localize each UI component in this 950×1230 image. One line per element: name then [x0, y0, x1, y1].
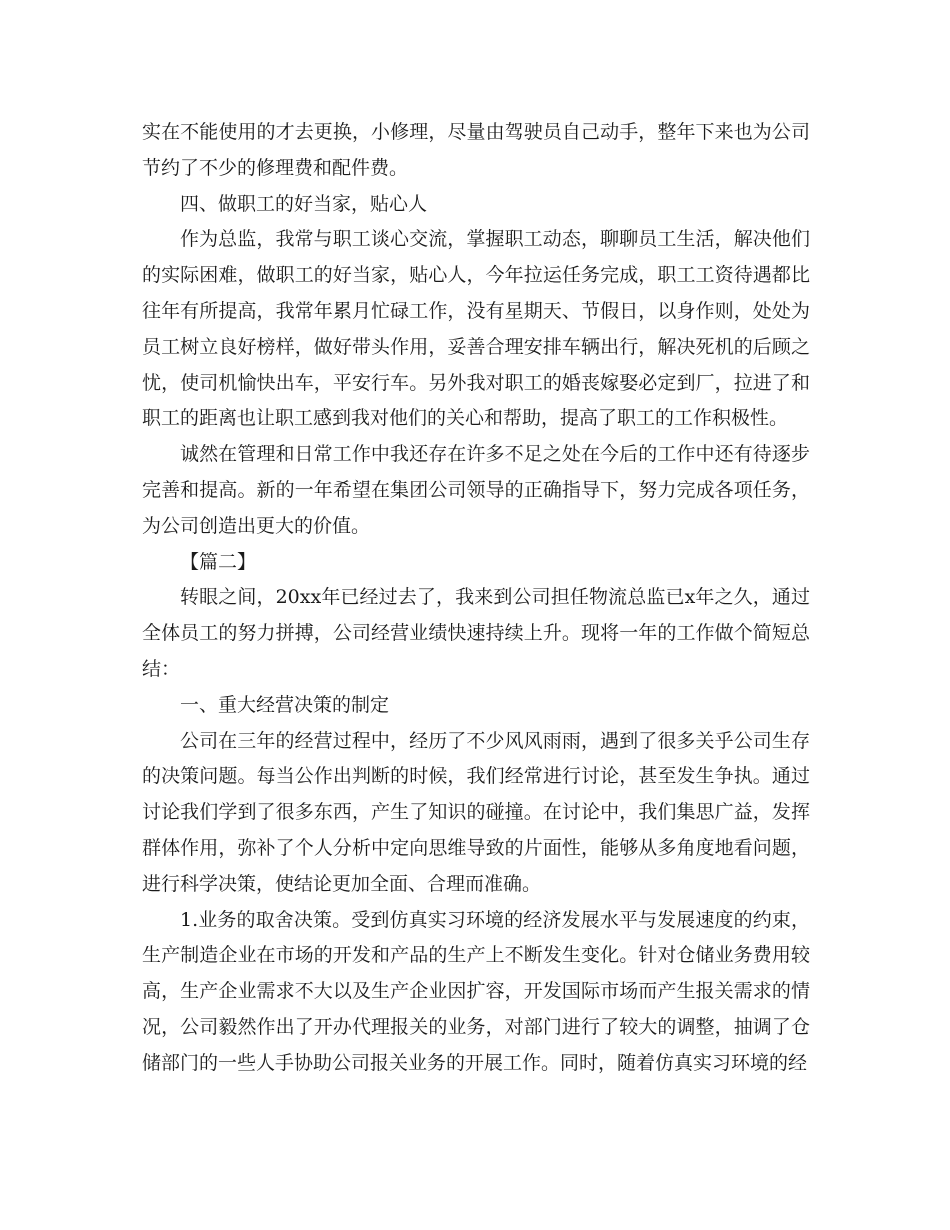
- paragraph-9: 1.业务的取舍决策。受到仿真实习环境的经济发展水平与发展速度的约束，生产制造企业在市场的开发和产品的生产上不断发生变化。针对仓储业务费用较高，生产企业需求不大以及生产企业因扩容，开发国际市场而产生报关需求的情况，公司毅然作出了开办代理报关的业务，对部门进行了较大的调整，抽调了仓储部门的一些人手协助公司报关业务的开展工作。同时，随着仿真实习环境的经: [142, 908, 810, 1074]
- paragraph-3: 作为总监，我常与职工谈心交流，掌握职工动态，聊聊员工生活，解决他们的实际困难，做职工的好当家，贴心人，今年拉运任务完成，职工工资待遇都比往年有所提高，我常年累月忙碌工作，没有星期天、节假日，以身作则，处处为员工树立良好榜样，做好带头作用，妥善合理安排车辆出行，解决死机的后顾之忧，使司机愉快出车，平安行车。另外我对职工的婚丧嫁娶必定到厂，拉进了和职工的距离也让职工感到我对他们的关心和帮助，提高了职工的工作积极性。: [142, 228, 810, 430]
- paragraph-1: 实在不能使用的才去更换，小修理，尽量由驾驶员自己动手，整年下来也为公司节约了不少的修理费和配件费。: [142, 121, 810, 179]
- part-two-heading: 【篇二】: [180, 550, 257, 573]
- paragraph-8: 公司在三年的经营过程中，经历了不少风风雨雨，遇到了很多关乎公司生存的决策问题。每当公作出判断的时候，我们经常进行讨论，甚至发生争执。通过讨论我们学到了很多东西，产生了知识的碰撞。在讨论中，我们集思广益，发挥群体作用，弥补了个人分析中定向思维导致的片面性，能够从多角度地看问题，进行科学决策，使结论更加全面、合理而准确。: [142, 729, 810, 895]
- section-heading-one: 一、重大经营决策的制定: [180, 693, 390, 716]
- paragraph-4: 诚然在管理和日常工作中我还存在许多不足之处在今后的工作中还有待逐步完善和提高。新的一年希望在集团公司领导的正确指导下，努力完成各项任务，为公司创造出更大的价值。: [142, 443, 810, 537]
- document-body: [142, 115, 810, 1082]
- section-heading-four: 四、做职工的好当家，贴心人: [180, 192, 428, 215]
- paragraph-6: 转眼之间，20xx年已经过去了，我来到公司担任物流总监已x年之久，通过全体员工的努力拼搏，公司经营业绩快速持续上升。现将一年的工作做个简短总结：: [142, 586, 810, 680]
